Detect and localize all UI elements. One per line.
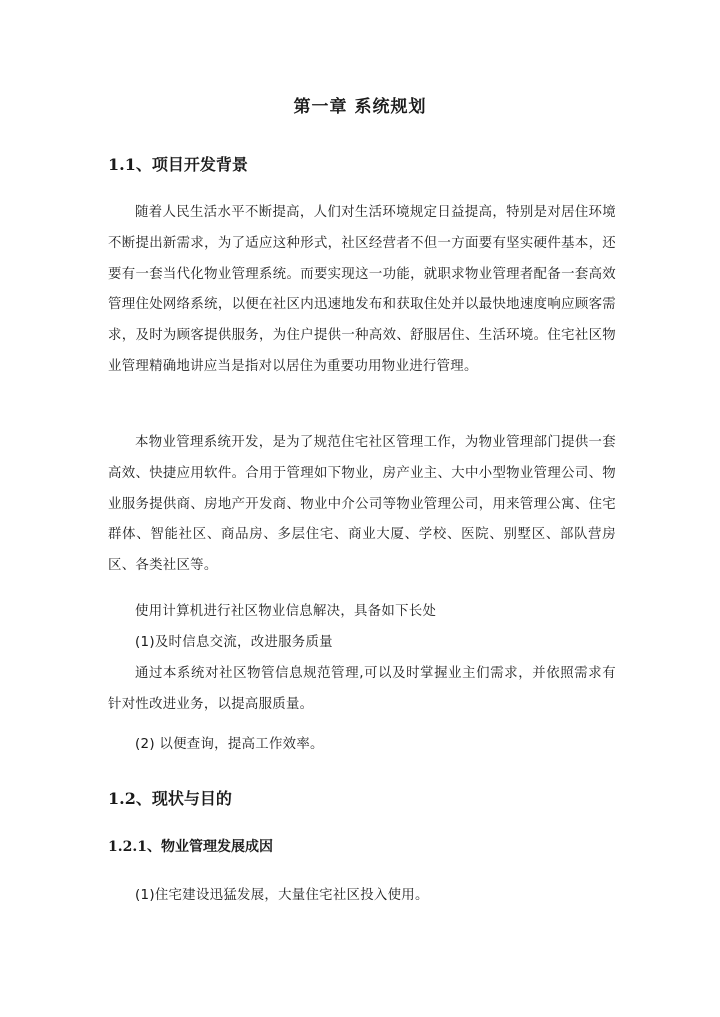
paragraph-advantage-1-detail: 通过本系统对社区物管信息规范管理,可以及时掌握业主们需求，并依照需求有针对性改进业务，以提高服质量。 <box>108 666 616 712</box>
section-heading-1-2: 1.2、现状与目的 <box>108 789 232 808</box>
line-advantage-2: (2) 以便查询，提高工作效率。 <box>135 737 324 752</box>
paragraph-system-purpose: 本物业管理系统开发，是为了规范住宅社区管理工作，为物业管理部门提供一套高效、快捷应用软件。合用于管理如下物业，房产业主、大中小型物业管理公司、物业服务提供商、房地产开发商、物业中介公司等物业管理公司，用来管理公寓、住宅群体、智能社区、商品房、多层住宅、商业大厦、学校、医院、别墅区、部队营房区、各类社区等。 <box>108 435 616 574</box>
line-advantage-1: (1)及时信息交流，改进服务质量 <box>135 635 333 650</box>
line-cause-1: (1)住宅建设迅猛发展，大量住宅社区投入使用。 <box>135 888 429 903</box>
paragraph-background: 随着人民生活水平不断提高，人们对生活环境规定日益提高，特别是对居住环境不断提出新需求，为了适应这种形式，社区经营者不但一方面要有坚实硬件基本，还要有一套当代化物业管理系统。而要实现这一功能，就职求物业管理者配备一套高效管理住处网络系统，以便在社区内迅速地发布和获取住处并以最快地速度响应顾客需求，及时为顾客提供服务，为住户提供一种高效、舒服居住、生活环境。住宅社区物业管理精确地讲应当是指对以居住为重要功用物业进行管理。 <box>108 205 616 374</box>
line-advantages-intro: 使用计算机进行社区物业信息解决，具备如下长处 <box>135 604 437 619</box>
section-heading-1-1: 1.1、项目开发背景 <box>108 155 248 174</box>
subsection-heading-1-2-1: 1.2.1、物业管理发展成因 <box>108 839 273 855</box>
chapter-title: 第一章 系统规划 <box>293 97 427 117</box>
